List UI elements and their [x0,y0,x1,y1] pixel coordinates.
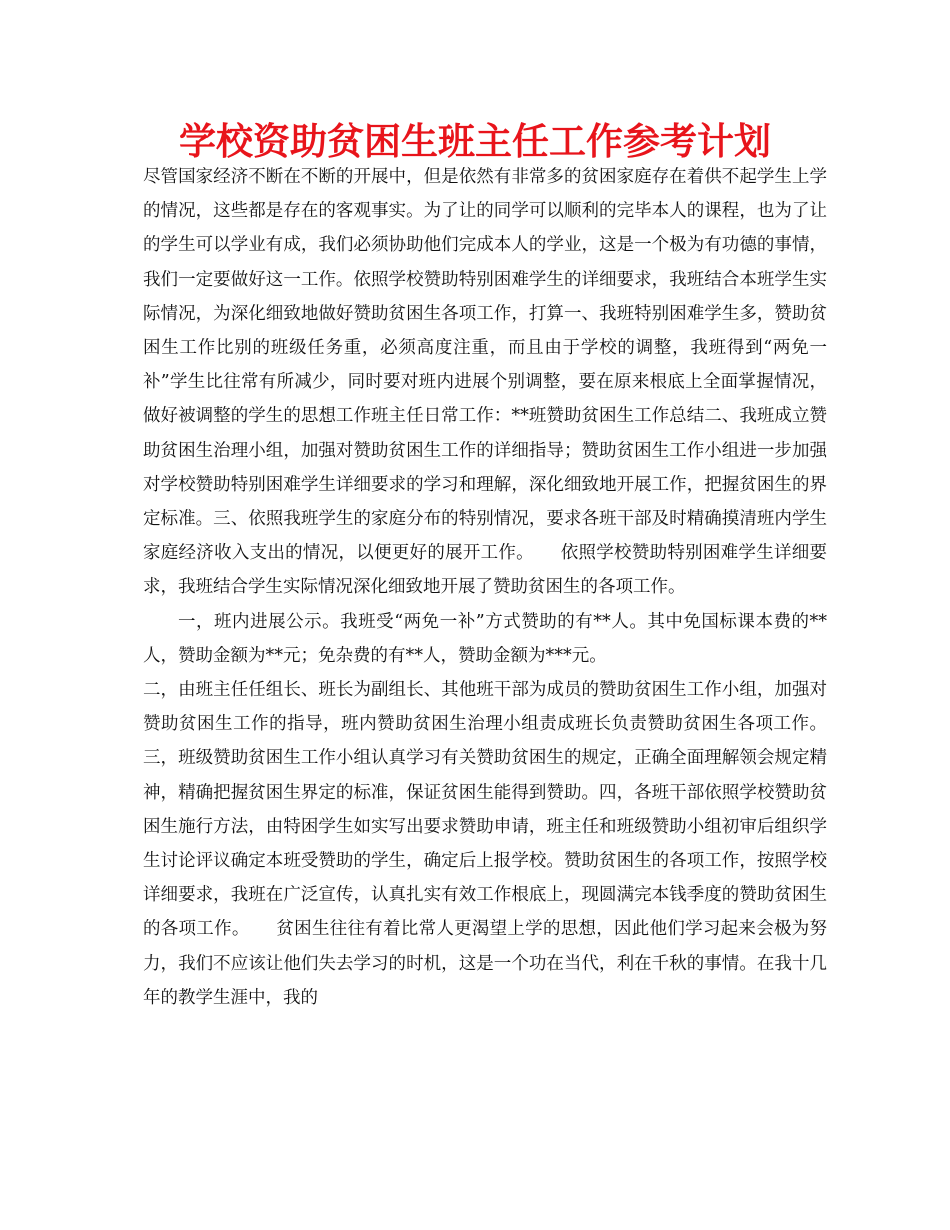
paragraph-working-group: 二，由班主任任组长、班长为副组长、其他班干部为成员的赞助贫困生工作小组，加强对赞助贫困生工作的指导，班内赞助贫困生治理小组责成班长负责赞助贫困生各项工作。三，班级赞助贫困生工作小组认真学习有关赞助贫困生的规定，正确全面理解领会规定精神，精确把握贫困生界定的标准，保证贫困生能得到赞助。四，各班干部依照学校赞助贫困生施行方法，由特困学生如实写出要求赞助申请，班主任和班级赞助小组初审后组织学生讨论评议确定本班受赞助的学生，确定后上报学校。赞助贫困生的各项工作，按照学校详细要求，我班在广泛宣传，认真扎实有效工作根底上，现圆满完本钱季度的赞助贫困生的各项工作。 贫困生往往有着比常人更渴望上学的思想，因此他们学习起来会极为努力，我们不应该让他们失去学习的时机，这是一个功在当代，利在千秋的事情。在我十几年的教学生涯中，我的 [143,680,827,1008]
document-title: 学校资助贫困生班主任工作参考计划 [179,120,771,163]
document-body [143,160,827,1015]
paragraph-intro: 尽管国家经济不断在不断的开展中，但是依然有非常多的贫困家庭存在着供不起学生上学的情况，这些都是存在的客观事实。为了让的同学可以顺利的完毕本人的课程，也为了让的学生可以学业有成，我们必须协助他们完成本人的学业，这是一个极为有功德的事情，我们一定要做好这一工作。依照学校赞助特别困难学生的详细要求，我班结合本班学生实际情况，为深化细致地做好赞助贫困生各项工作，打算一、我班特别困难学生多，赞助贫困生工作比别的班级任务重，必须高度注重，而且由于学校的调整，我班得到“两免一补”学生比往常有所减少，同时要对班内进展个别调整，要在原来根底上全面掌握情况，做好被调整的学生的思想工作班主任日常工作：**班赞助贫困生工作总结二、我班成立赞助贫困生治理小组，加强对赞助贫困生工作的详细指导；赞助贫困生工作小组进一步加强对学校赞助特别困难学生详细要求的学习和理解，深化细致地开展工作，把握贫困生的界定标准。三、依照我班学生的家庭分布的特别情况，要求各班干部及时精确摸清班内学生家庭经济收入支出的情况，以便更好的展开工作。 依照学校赞助特别困难学生详细要求，我班结合学生实际情况深化细致地开展了赞助贫困生的各项工作。 [143,167,827,598]
paragraph-publicity: 一，班内进展公示。我班受“两免一补”方式赞助的有**人。其中免国标课本费的**人，赞助金额为**元；免杂费的有**人，赞助金额为***元。 [143,611,827,666]
